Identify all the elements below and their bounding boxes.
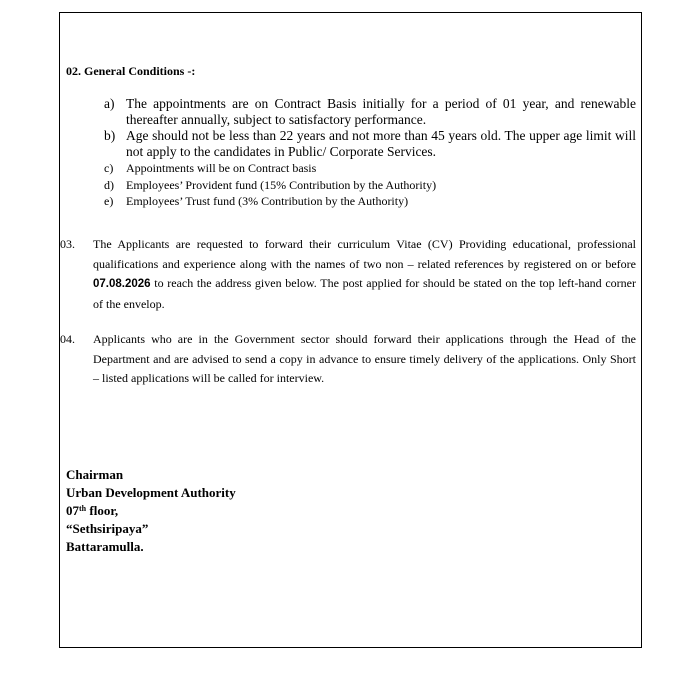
list-text: Age should not be less than 22 years and not more than 45 years old. The upper age limit will not apply to the candidates in Public/ Corporate Services. [126, 128, 636, 159]
list-item [104, 177, 636, 194]
list-marker: c) [104, 161, 114, 175]
list-marker: e) [104, 194, 114, 208]
list-text: Employees’ Provident fund (15% Contribution by the Authority) [126, 177, 437, 192]
section-3-text-before: The Applicants are requested to forward their curriculum Vitae (CV) Providing educational, professional qualifications and experience along with the names of two non – related references by registered on or before [93, 237, 636, 271]
floor-suffix: th [79, 504, 87, 513]
list-marker: a) [104, 96, 115, 111]
section-4-text: Applicants who are in the Government sector should forward their applications through the Head of the Department and are advised to send a copy in advance to ensure timely delivery of the applications. Only Short – listed applications will be called for interview. [93, 332, 636, 385]
section-3-text [93, 235, 636, 314]
closing-date: 07.08.2026 [93, 278, 151, 290]
floor-word: floor, [86, 503, 119, 518]
list-marker: d) [104, 177, 114, 192]
signature-city: Battaramulla. [66, 539, 144, 554]
signature-floor [66, 502, 236, 520]
section-3-text-after: to reach the address given below. The post applied for should be stated on the top left-hand corner of the envelop. [93, 276, 636, 311]
floor-number: 07 [66, 503, 79, 518]
list-item [104, 128, 636, 160]
signature-organization: Urban Development Authority [66, 485, 236, 500]
list-item [104, 193, 636, 210]
signature-block [66, 466, 236, 556]
list-item [104, 96, 636, 128]
general-conditions-heading: 02. General Conditions -: [66, 64, 196, 78]
signature-building: “Sethsiripaya” [66, 521, 149, 536]
list-marker: b) [104, 128, 116, 143]
list-text: Appointments will be on Contract basis [126, 161, 317, 175]
signature-title: Chairman [66, 467, 124, 482]
section-4-number: 04. [60, 332, 75, 346]
list-item [104, 160, 636, 177]
list-text: The appointments are on Contract Basis initially for a period of 01 year, and renewable thereafter annually, subject to satisfactory performance. [126, 96, 636, 127]
section-3-number: 03. [60, 237, 75, 251]
conditions-list [104, 96, 636, 210]
list-text: Employees’ Trust fund (3% Contribution by the Authority) [126, 194, 409, 208]
